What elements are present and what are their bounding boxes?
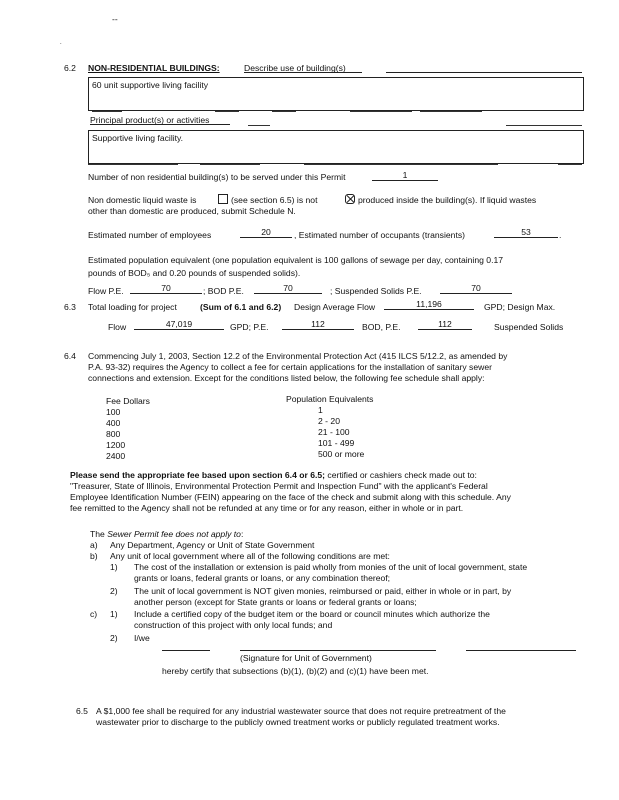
employees-label: Estimated number of employees xyxy=(88,230,212,240)
item-b1-label: 1) xyxy=(110,562,118,572)
ss-pe-label: ; Suspended Solids P.E. xyxy=(330,286,422,296)
header-mark: -- xyxy=(112,14,118,24)
principal-products-value: Supportive living facility. xyxy=(92,133,184,143)
occupants-label: , Estimated number of occupants (transients) xyxy=(294,230,465,240)
item-b1-line2: grants or loans, federal grants or loans, or any combination thereof; xyxy=(134,573,391,583)
item-b-label: b) xyxy=(90,551,98,561)
send-fee-bold: Please send the appropriate fee based upon section 6.4 or 6.5; xyxy=(70,470,326,480)
fee-row-4-pop: 101 - 499 xyxy=(318,438,355,448)
item-c1-line2: construction of this project with only local funds; and xyxy=(134,620,333,630)
signature-line-right xyxy=(466,650,576,651)
section-6-2-title: NON-RESIDENTIAL BUILDINGS: xyxy=(88,63,220,73)
section-6-2-number: 6.2 xyxy=(64,63,76,73)
item-c2-iwe: I/we xyxy=(134,633,150,643)
signature-line-short xyxy=(162,650,210,651)
population-header: Population Equivalents xyxy=(286,394,374,404)
item-a-label: a) xyxy=(90,540,98,550)
item-b-text: Any unit of local government where all of the following conditions are met: xyxy=(110,551,390,561)
fee-row-1-fee: 100 xyxy=(106,407,121,417)
liquid-waste-line2: other than domestic are produced, submit Schedule N. xyxy=(88,206,296,216)
section-6-3-number: 6.3 xyxy=(64,302,76,312)
exempt-heading xyxy=(90,529,243,539)
describe-use-label: Describe use of building(s) xyxy=(244,63,346,73)
liquid-waste-pre: Non domestic liquid waste is xyxy=(88,195,197,205)
pe-line1: Estimated population equivalent (one population equivalent is 100 gallons of sewage per day, containing 0.17 xyxy=(88,255,504,265)
gpd-pe-label: GPD; P.E. xyxy=(230,322,269,332)
total-pe-value[interactable]: 112 xyxy=(311,319,325,329)
describe-line xyxy=(386,72,582,73)
send-fee-line4: fee remitted to the Agency shall not be refunded at any time or for any reason, either in whole or in part. xyxy=(70,503,464,513)
item-a-text: Any Department, Agency or Unit of State Government xyxy=(110,540,315,550)
occupants-value[interactable]: 53 xyxy=(521,227,531,237)
send-fee-line1 xyxy=(70,470,477,480)
total-bod-value[interactable]: 112 xyxy=(438,319,452,329)
item-b2-label: 2) xyxy=(110,586,118,596)
industrial-fee-line2: wastewater prior to discharge to the publicly owned treatment works or publicly regulated treatment works. xyxy=(96,717,500,727)
flow-pe-value[interactable]: 70 xyxy=(161,283,171,293)
design-max-flow-value[interactable]: 47,019 xyxy=(165,319,193,329)
fee-para-line1: Commencing July 1, 2003, Section 12.2 of the Environmental Protection Act (415 ILCS 5/12.2, as amended by xyxy=(88,351,508,361)
flow-label: Flow xyxy=(108,322,127,332)
send-fee-line2: "Treasurer, State of Illinois, Environmental Protection Permit and Inspection Fund" with the applicant's Federal xyxy=(70,481,488,491)
exempt-pre: The xyxy=(90,529,105,539)
fee-para-line2: P.A. 93-32) requires the Agency to collect a fee for certain applications for the installation of sanitary sewer xyxy=(88,362,492,372)
num-buildings-label: Number of non residential building(s) to be served under this Permit xyxy=(88,172,346,182)
fee-row-5-pop: 500 or more xyxy=(318,449,365,459)
item-c1-line1: Include a certified copy of the budget item or the board or council minutes which authorize the xyxy=(134,609,490,619)
item-b1-line1: The cost of the installation or extension is paid wholly from monies of the unit of local government, state xyxy=(134,562,528,572)
liquid-waste-post: produced inside the building(s). If liquid wastes xyxy=(358,195,537,205)
bod-pe-label: ; BOD P.E. xyxy=(203,286,244,296)
liquid-waste-is-not: (see section 6.5) is not xyxy=(231,195,318,205)
gpd-design-max-label: GPD; Design Max. xyxy=(484,302,556,312)
fee-row-4-fee: 1200 xyxy=(106,440,126,450)
num-buildings-value[interactable]: 1 xyxy=(402,170,408,180)
signature-caption: (Signature for Unit of Government) xyxy=(240,653,372,663)
total-loading-post: Design Average Flow xyxy=(294,302,376,312)
fee-row-5-fee: 2400 xyxy=(106,451,126,461)
liquid-waste-is-checkbox[interactable] xyxy=(218,194,228,204)
exempt-post: : xyxy=(240,529,244,539)
item-c2-label: 2) xyxy=(110,633,118,643)
fee-dollars-header: Fee Dollars xyxy=(106,396,150,406)
item-c-label: c) xyxy=(90,609,98,619)
item-b2-line2: another person (except for State grants or loans or federal grants or loans; xyxy=(134,597,417,607)
send-fee-line3: Employee Identification Number (FEIN) appearing on the face of the check and submit along with this schedule. Any xyxy=(70,492,511,502)
fee-row-1-pop: 1 xyxy=(318,405,323,415)
fee-row-2-fee: 400 xyxy=(106,418,121,428)
pe-line2: pounds of BOD₅ and 0.20 pounds of suspended solids). xyxy=(88,268,301,278)
bod-label: BOD, P.E. xyxy=(362,322,401,332)
industrial-fee-line1: A $1,000 fee shall be required for any industrial wastewater source that does not require pretreatment of the xyxy=(96,706,506,716)
principal-products-label: Principal product(s) or activities xyxy=(90,115,210,125)
fee-row-3-fee: 800 xyxy=(106,429,121,439)
fee-para-line3: connections and extension. Except for the conditions listed below, the following fee schedule shall apply: xyxy=(88,373,485,383)
section-6-5-number: 6.5 xyxy=(76,706,88,716)
design-avg-flow-value[interactable]: 11,196 xyxy=(416,299,442,309)
total-loading-bold: (Sum of 6.1 and 6.2) xyxy=(200,302,282,312)
exempt-italic: Sewer Permit fee does not apply to xyxy=(107,529,241,539)
fee-row-3-pop: 21 - 100 xyxy=(318,427,350,437)
certify-text: hereby certify that subsections (b)(1), (b)(2) and (c)(1) have been met. xyxy=(162,666,429,676)
total-loading-pre: Total loading for project xyxy=(88,302,177,312)
send-fee-rest: certified or cashiers check made out to: xyxy=(325,470,477,480)
flow-pe-label: Flow P.E. xyxy=(88,286,124,296)
building-use-value: 60 unit supportive living facility xyxy=(92,80,209,90)
liquid-waste-is-not-checkbox[interactable] xyxy=(345,194,355,204)
item-b2-line1: The unit of local government is NOT given monies, reimbursed or paid, either in whole or in part, by xyxy=(134,586,512,596)
fee-row-2-pop: 2 - 20 xyxy=(318,416,340,426)
section-6-4-number: 6.4 xyxy=(64,351,76,361)
signature-line[interactable] xyxy=(240,650,436,651)
dot-mark: . xyxy=(60,40,62,46)
item-c1-label: 1) xyxy=(110,609,118,619)
bod-pe-value[interactable]: 70 xyxy=(283,283,293,293)
employees-value[interactable]: 20 xyxy=(261,227,271,237)
ss-pe-value[interactable]: 70 xyxy=(471,283,481,293)
suspended-solids-label: Suspended Solids xyxy=(494,322,564,332)
describe-underline xyxy=(244,72,362,73)
